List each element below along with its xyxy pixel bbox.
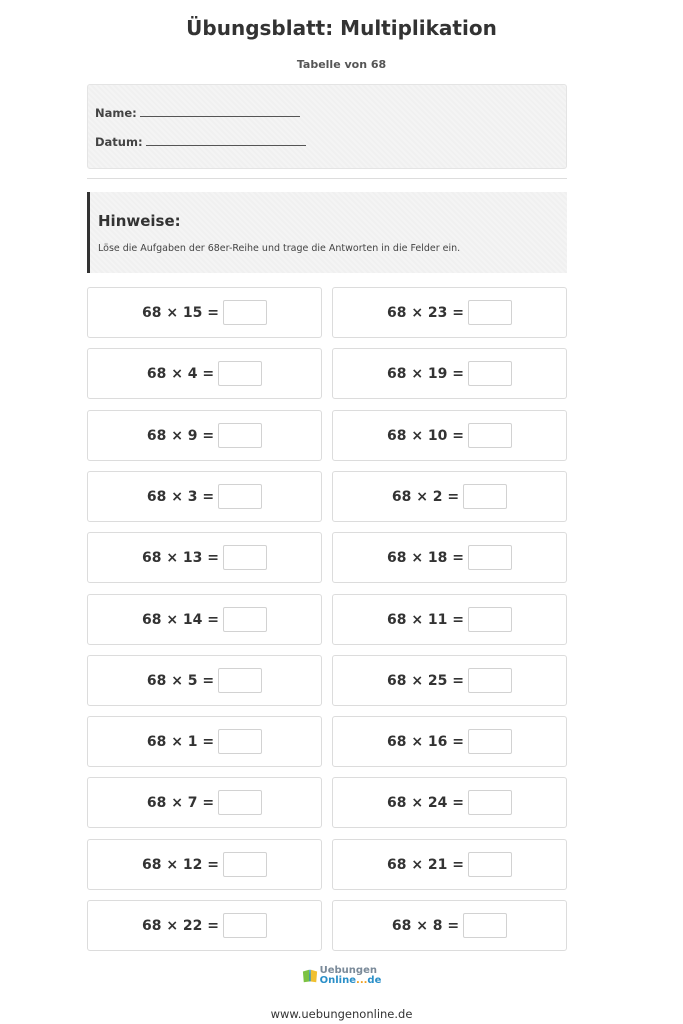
- problem-expression: 68 × 19 =: [386, 365, 465, 382]
- answer-field[interactable]: [468, 423, 512, 448]
- problem-expression: 68 × 23 =: [386, 304, 465, 321]
- answer-field[interactable]: [468, 852, 512, 877]
- problem-expression: 68 × 5 =: [146, 672, 215, 689]
- answer-field[interactable]: [468, 361, 512, 386]
- answer-field[interactable]: [468, 790, 512, 815]
- problem-expression: 68 × 10 =: [386, 427, 465, 444]
- book-icon: [302, 968, 318, 984]
- problem-expression: 68 × 22 =: [141, 917, 220, 934]
- problem-card: [332, 287, 567, 338]
- problem-expression: 68 × 1 =: [146, 733, 215, 750]
- problem-card: [332, 471, 567, 522]
- problem-expression: 68 × 4 =: [146, 365, 215, 382]
- problem-expression: 68 × 16 =: [386, 733, 465, 750]
- problem-card: [332, 777, 567, 828]
- date-field[interactable]: [146, 134, 306, 146]
- logo-tld: de: [367, 975, 382, 986]
- problem-expression: 68 × 3 =: [146, 488, 215, 505]
- logo-dots: ...: [356, 975, 368, 986]
- problem-expression: 68 × 24 =: [386, 794, 465, 811]
- answer-field[interactable]: [223, 300, 267, 325]
- date-label: Datum:: [95, 135, 143, 149]
- problem-expression: 68 × 9 =: [146, 427, 215, 444]
- problem-card: [332, 900, 567, 951]
- problem-expression: 68 × 2 =: [391, 488, 460, 505]
- answer-field[interactable]: [468, 607, 512, 632]
- answer-field[interactable]: [218, 790, 262, 815]
- page-title: Übungsblatt: Multiplikation: [186, 16, 497, 40]
- date-line: [95, 134, 306, 149]
- name-line: [95, 105, 300, 120]
- logo-online: Online: [319, 975, 357, 986]
- problem-expression: 68 × 25 =: [386, 672, 465, 689]
- logo-text-bottom: [320, 976, 382, 986]
- answer-field[interactable]: [468, 300, 512, 325]
- answer-field[interactable]: [218, 729, 262, 754]
- problem-card: [87, 410, 322, 461]
- problem-card: [87, 716, 322, 767]
- problem-card: [332, 594, 567, 645]
- answer-field[interactable]: [223, 852, 267, 877]
- answer-field[interactable]: [218, 484, 262, 509]
- name-field[interactable]: [140, 105, 300, 117]
- site-logo: [0, 966, 683, 986]
- hint-title: Hinweise:: [98, 212, 181, 230]
- answer-field[interactable]: [463, 484, 507, 509]
- hint-text: Löse die Aufgaben der 68er-Reihe und trage die Antworten in die Felder ein.: [98, 243, 461, 254]
- answer-field[interactable]: [468, 668, 512, 693]
- answer-field[interactable]: [463, 913, 507, 938]
- problem-card: [332, 655, 567, 706]
- problem-expression: 68 × 7 =: [146, 794, 215, 811]
- answer-field[interactable]: [218, 668, 262, 693]
- problem-expression: 68 × 13 =: [141, 549, 220, 566]
- problem-card: [87, 655, 322, 706]
- answer-field[interactable]: [468, 729, 512, 754]
- problem-card: [87, 532, 322, 583]
- footer-url[interactable]: www.uebungenonline.de: [270, 1007, 413, 1021]
- problem-card: [332, 839, 567, 890]
- problem-card: [87, 594, 322, 645]
- problem-card: [87, 287, 322, 338]
- problem-card: [87, 348, 322, 399]
- problem-card: [87, 471, 322, 522]
- problem-expression: 68 × 12 =: [141, 856, 220, 873]
- page-subtitle: Tabelle von 68: [296, 58, 387, 71]
- answer-field[interactable]: [468, 545, 512, 570]
- problem-expression: 68 × 15 =: [141, 304, 220, 321]
- problem-card: [87, 777, 322, 828]
- problem-card: [87, 839, 322, 890]
- problem-card: [332, 532, 567, 583]
- problem-expression: 68 × 11 =: [386, 611, 465, 628]
- logo-text-top: Uebungen: [319, 965, 377, 976]
- problem-card: [332, 410, 567, 461]
- problem-expression: 68 × 8 =: [391, 917, 460, 934]
- problem-expression: 68 × 21 =: [386, 856, 465, 873]
- problem-expression: 68 × 18 =: [386, 549, 465, 566]
- divider: [87, 178, 567, 179]
- problem-card: [87, 900, 322, 951]
- problem-expression: 68 × 14 =: [141, 611, 220, 628]
- answer-field[interactable]: [223, 607, 267, 632]
- hint-box: [87, 192, 567, 273]
- answer-field[interactable]: [223, 545, 267, 570]
- problem-card: [332, 348, 567, 399]
- answer-field[interactable]: [223, 913, 267, 938]
- problem-card: [332, 716, 567, 767]
- name-label: Name:: [95, 106, 137, 120]
- answer-field[interactable]: [218, 361, 262, 386]
- name-date-box: [87, 84, 567, 169]
- answer-field[interactable]: [218, 423, 262, 448]
